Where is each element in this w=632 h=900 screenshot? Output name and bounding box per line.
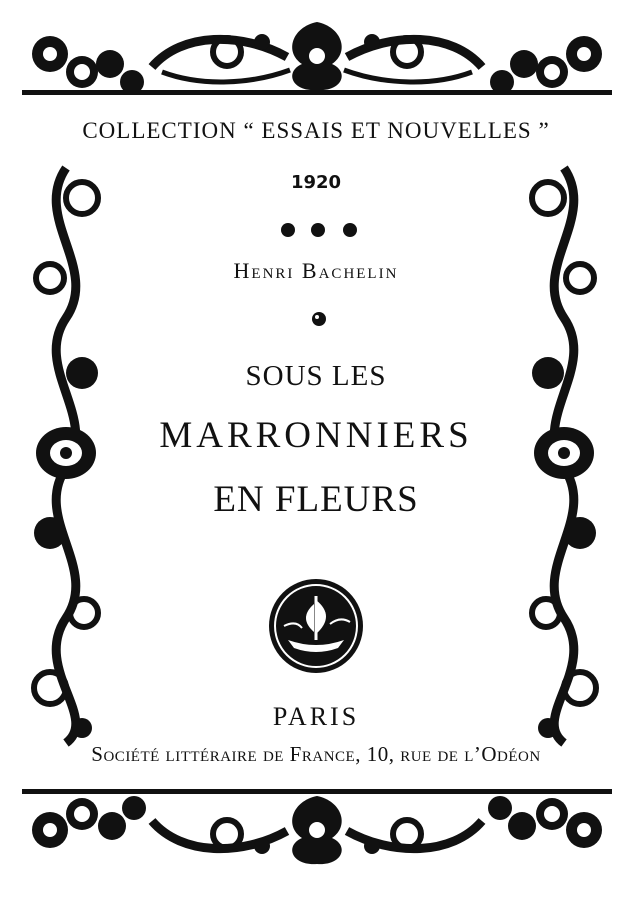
bullet-dot-icon bbox=[343, 223, 357, 237]
fruit-and-acanthus-ornament-icon bbox=[22, 789, 612, 864]
bottom-ornament-band bbox=[22, 786, 612, 872]
bullet-dot-icon bbox=[311, 223, 325, 237]
publication-city: PARIS bbox=[272, 702, 360, 731]
three-dot-ornament bbox=[0, 218, 632, 242]
title-line-1: SOUS LES bbox=[245, 360, 387, 392]
fruit-and-acanthus-ornament-icon bbox=[22, 22, 612, 95]
title-line-3: EN FLEURS bbox=[213, 479, 419, 520]
title-line-2: MARRONNIERS bbox=[159, 415, 473, 456]
ship-medallion-icon bbox=[266, 576, 366, 676]
author-name: Henri Bachelin bbox=[233, 258, 399, 283]
bullet-dot-icon bbox=[312, 312, 326, 326]
top-ornament-band bbox=[22, 12, 612, 98]
single-dot-ornament bbox=[0, 308, 632, 330]
publication-year: 1920 bbox=[290, 172, 342, 193]
bullet-dot-icon bbox=[281, 223, 295, 237]
publisher-line: Société littéraire de France, 10, rue de l’Odéon bbox=[91, 742, 541, 766]
collection-heading: COLLECTION “ ESSAIS ET NOUVELLES ” bbox=[82, 118, 550, 143]
